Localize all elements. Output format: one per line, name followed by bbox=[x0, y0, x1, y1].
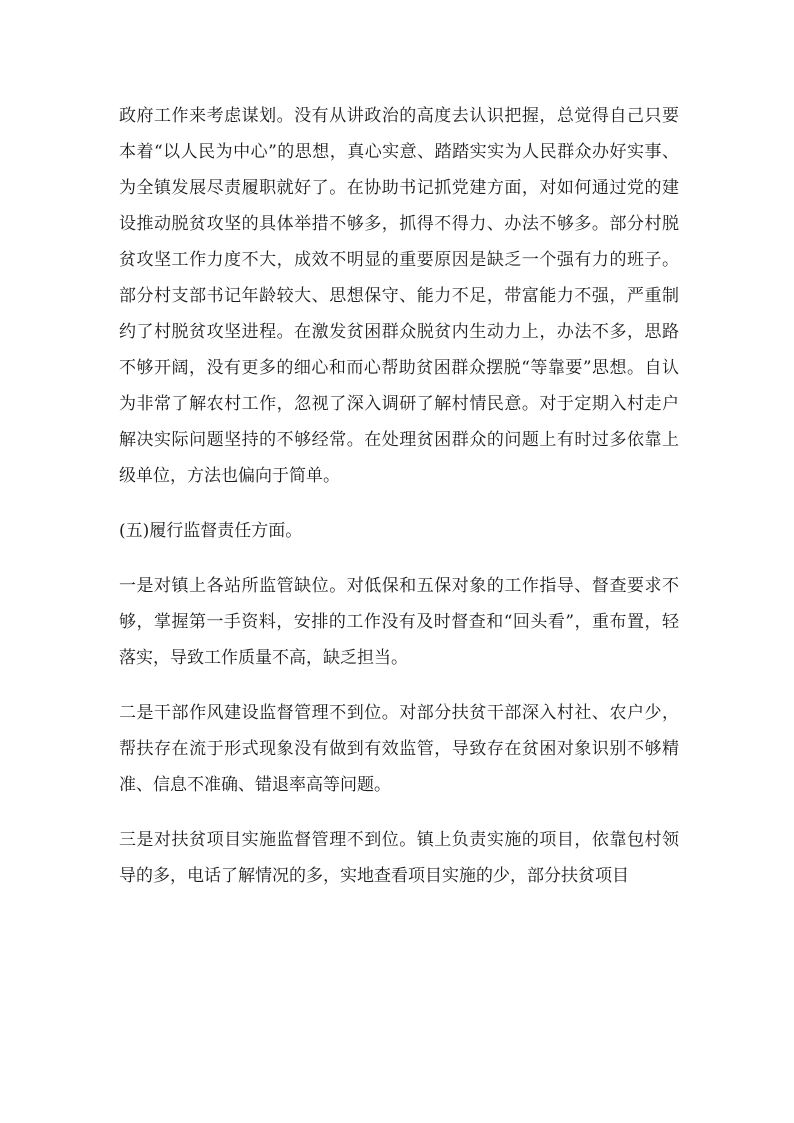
paragraph-station-supervision: 一是对镇上各站所监管缺位。对低保和五保对象的工作指导、督查要求不够，掌握第一手资料，安排的工作没有及时督查和“回头看”，重布置，轻落实，导致工作质量不高，缺乏担当。 bbox=[119, 576, 679, 668]
paragraph-cadre-supervision: 二是干部作风建设监督管理不到位。对部分扶贫干部深入村社、农户少，帮扶存在流于形式现象没有做到有效监管，导致存在贫困对象识别不够精准、信息不准确、错退率高等问题。 bbox=[119, 703, 679, 795]
paragraph-project-supervision: 三是对扶贫项目实施监督管理不到位。镇上负责实施的项目，依靠包村领导的多，电话了解情况的多，实地查看项目实施的少，部分扶贫项目 bbox=[119, 830, 679, 886]
section-heading-supervision: (五)履行监督责任方面。 bbox=[119, 521, 303, 541]
paragraph-political-awareness: 政府工作来考虑谋划。没有从讲政治的高度去认识把握，总觉得自己只要本着“以人民为中心”的思想，真心实意、踏踏实实为人民群众办好实事、为全镇发展尽责履职就好了。在协助书记抓党建方面，对如何通过党的建设推动脱贫攻坚的具体举措不够多，抓得不得力、办法不够多。部分村脱贫攻坚工作力度不大，成效不明显的重要原因是缺乏一个强有力的班子。部分村支部书记年龄较大、思想保守、能力不足，带富能力不强，严重制约了村脱贫攻坚进程。在激发贫困群众脱贫内生动力上，办法不多，思路不够开阔，没有更多的细心和而心帮助贫困群众摆脱“等靠要”思想。自认为非常了解农村工作，忽视了深入调研了解村情民意。对于定期入村走户解决实际问题坚持的不够经常。在处理贫困群众的问题上有时过多依靠上级单位，方法也偏向于简单。 bbox=[119, 106, 679, 486]
document-body bbox=[119, 98, 679, 894]
